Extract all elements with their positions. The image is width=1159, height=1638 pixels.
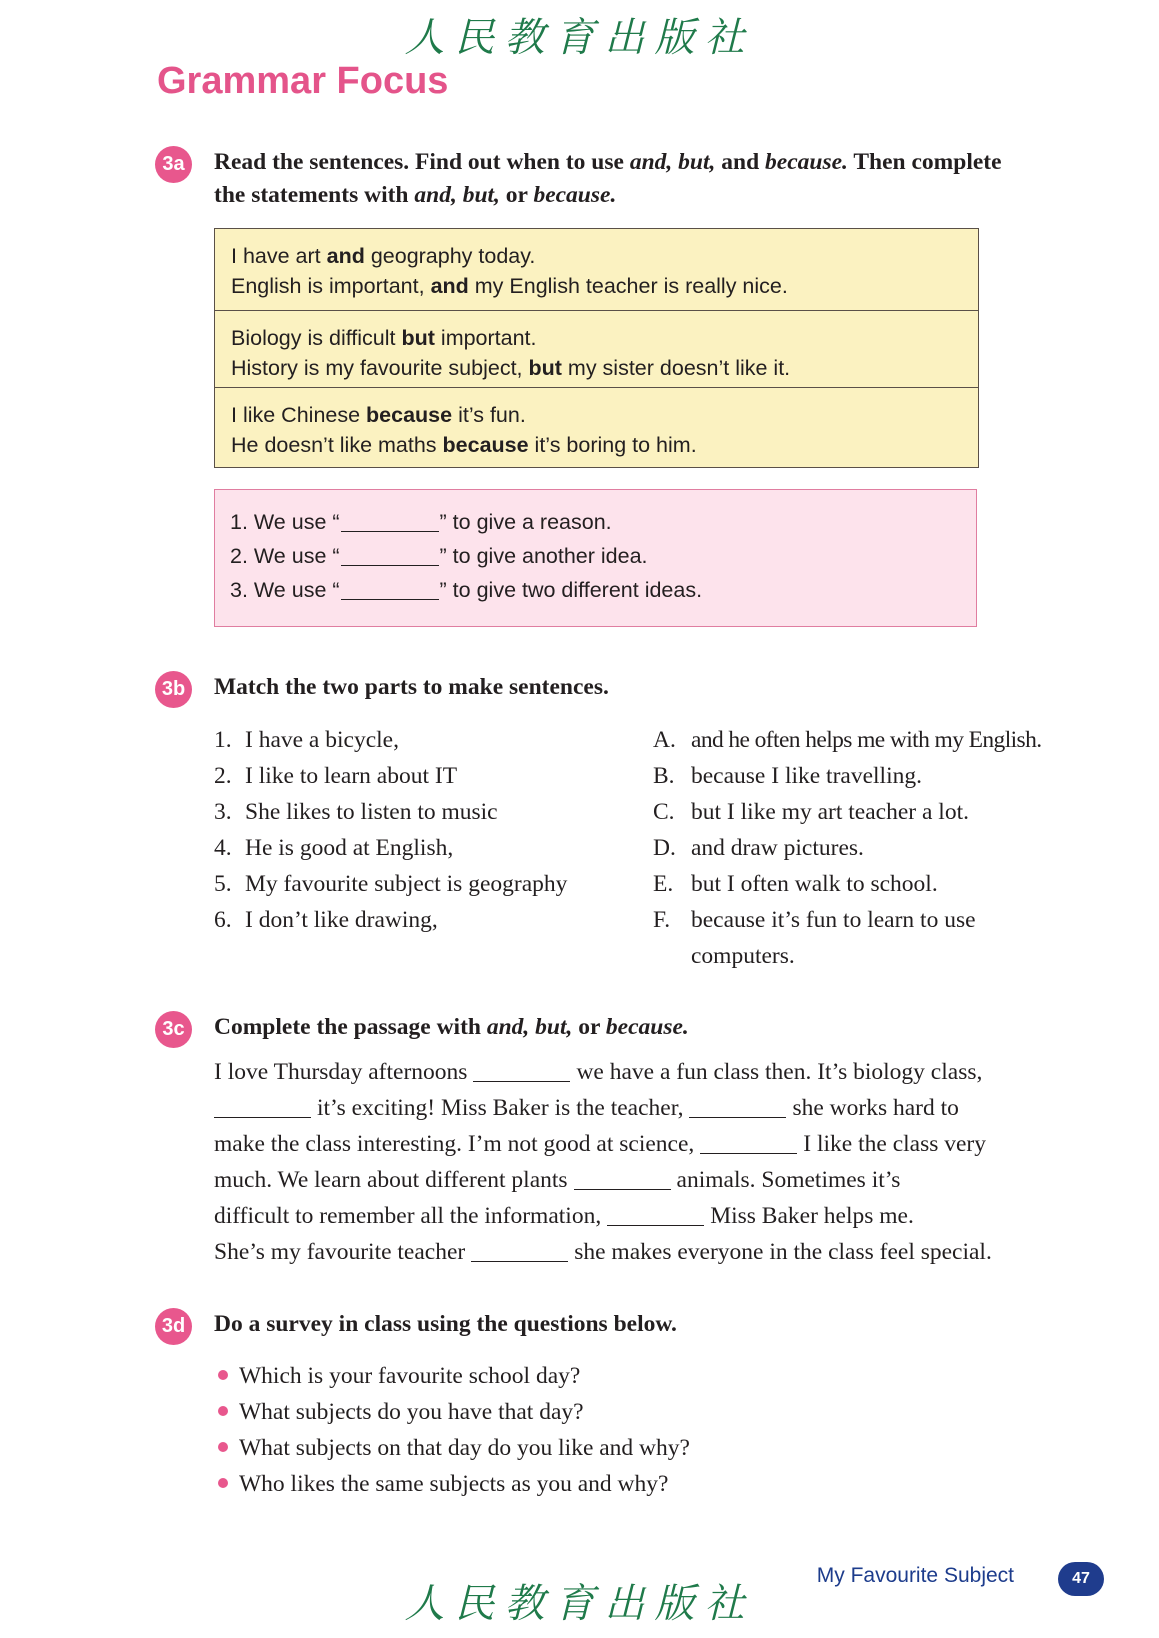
statements-box	[214, 489, 977, 627]
exercise-3d-instruction: Do a survey in class using the questions below.	[214, 1311, 677, 1337]
exercise-3b-instruction: Match the two parts to make sentences.	[214, 674, 609, 700]
answer-blank[interactable]	[341, 598, 439, 600]
survey-question: What subjects do you have that day?	[214, 1394, 690, 1430]
exercise-badge-3d: 3d	[155, 1308, 192, 1345]
example-sentence: He doesn’t like maths because it’s boring to him.	[231, 433, 697, 457]
exercise-badge-3c: 3c	[155, 1011, 192, 1048]
match-right-item: F. because it’s fun to learn to use	[653, 907, 976, 933]
example-sentence: History is my favourite subject, but my sister doesn’t like it.	[231, 356, 791, 380]
survey-questions	[214, 1358, 690, 1502]
passage-line: it’s exciting! Miss Baker is the teacher, she works hard to	[214, 1090, 992, 1126]
match-left-item: 1. I have a bicycle,	[214, 727, 399, 753]
passage-blank[interactable]	[214, 1116, 311, 1118]
exercise-badge-3a: 3a	[155, 146, 192, 183]
cloze-passage	[214, 1054, 992, 1270]
passage-line: She’s my favourite teacher she makes everyone in the class feel special.	[214, 1239, 992, 1265]
publisher-watermark-top: 人民教育出版社	[404, 15, 755, 61]
match-right-column	[653, 722, 1042, 974]
passage-blank[interactable]	[471, 1260, 568, 1262]
match-left-item: 3. She likes to listen to music	[214, 799, 498, 825]
example-sentence: English is important, and my English teacher is really nice.	[231, 274, 788, 298]
match-left-column	[214, 722, 567, 938]
example-group-but	[215, 310, 978, 387]
passage-blank[interactable]	[574, 1188, 671, 1190]
match-right-item: B. because I like travelling.	[653, 763, 922, 789]
passage-line: I love Thursday afternoons we have a fun class then. It’s biology class,	[214, 1059, 983, 1085]
section-title: Grammar Focus	[157, 60, 449, 102]
survey-question: Which is your favourite school day?	[214, 1358, 690, 1394]
exercise-3c-instruction: Complete the passage with and, but, or because.	[214, 1014, 689, 1040]
example-sentences-box	[214, 228, 979, 468]
passage-blank[interactable]	[689, 1116, 786, 1118]
match-left-item: 6. I don’t like drawing,	[214, 907, 438, 933]
survey-question: Who likes the same subjects as you and why?	[214, 1466, 690, 1502]
example-sentence: I have art and geography today.	[231, 244, 536, 268]
passage-line: much. We learn about different plants animals. Sometimes it’s	[214, 1167, 901, 1193]
exercise-badge-3b: 3b	[155, 671, 192, 708]
match-left-item: 4. He is good at English,	[214, 835, 454, 861]
passage-line: difficult to remember all the information, Miss Baker helps me.	[214, 1203, 914, 1229]
bullet-icon	[218, 1370, 228, 1380]
passage-blank[interactable]	[607, 1224, 704, 1226]
bullet-icon	[218, 1406, 228, 1416]
match-right-item: E. but I often walk to school.	[653, 871, 938, 897]
match-right-item-continued: computers.	[691, 943, 795, 969]
page-number: 47	[1058, 1562, 1104, 1596]
match-right-item: D. and draw pictures.	[653, 835, 864, 861]
publisher-watermark-bottom: 人民教育出版社	[404, 1581, 755, 1627]
example-group-because	[215, 387, 978, 467]
bullet-icon	[218, 1442, 228, 1452]
statement-3: 3. We use “ ” to give two different ideas.	[230, 578, 703, 602]
match-left-item: 2. I like to learn about IT	[214, 763, 458, 789]
match-right-item: A. and he often helps me with my English.	[653, 727, 1042, 753]
example-sentence: Biology is difficult but important.	[231, 326, 537, 350]
answer-blank[interactable]	[341, 564, 439, 566]
exercise-3a-instruction: Read the sentences. Find out when to use and, but, and because. Then complete the statements with and, but, or because.	[214, 149, 1002, 208]
passage-blank[interactable]	[700, 1152, 797, 1154]
passage-blank[interactable]	[473, 1080, 570, 1082]
bullet-icon	[218, 1478, 228, 1488]
example-sentence: I like Chinese because it’s fun.	[231, 403, 526, 427]
match-left-item: 5. My favourite subject is geography	[214, 871, 568, 897]
match-right-item: C. but I like my art teacher a lot.	[653, 799, 969, 825]
example-group-and	[215, 229, 978, 310]
passage-line: make the class interesting. I’m not good at science, I like the class very	[214, 1131, 987, 1157]
statement-2: 2. We use “ ” to give another idea.	[230, 544, 648, 568]
survey-question: What subjects on that day do you like and why?	[214, 1430, 690, 1466]
unit-title-footer: My Favourite Subject	[816, 1564, 1014, 1587]
answer-blank[interactable]	[341, 530, 439, 532]
statement-1: 1. We use “ ” to give a reason.	[230, 510, 612, 534]
